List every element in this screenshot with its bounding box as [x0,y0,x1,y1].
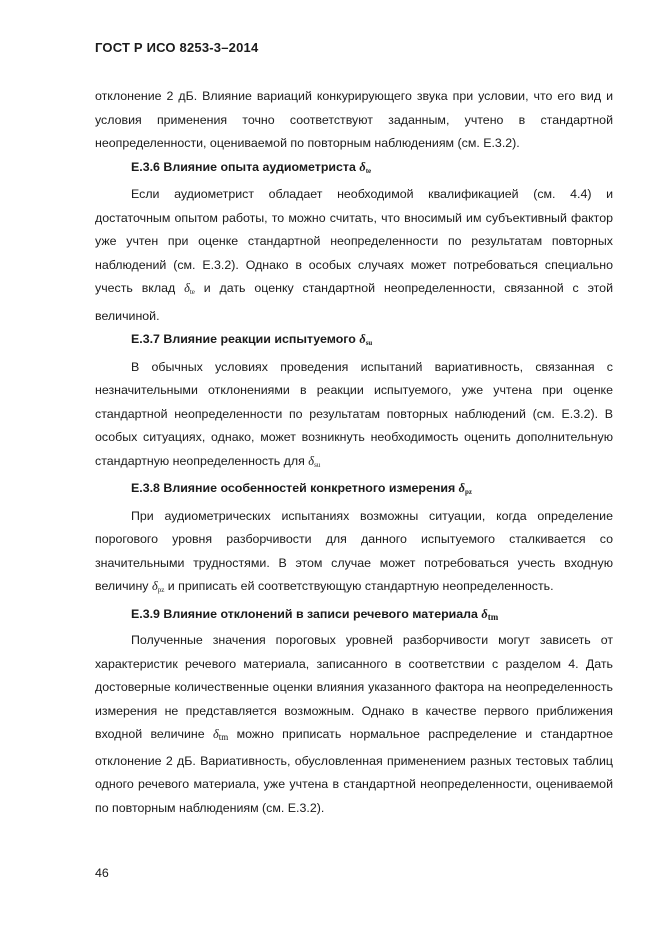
paragraph-e39: Полученные значения пороговых уровней разборчивости могут зависеть от характеристик речевого материала, записанного в соответствии с разделом 4. Дать достоверные количественные оценки влияния указанного фактора на неопределенность измерения не представляется возможным. Однако в качестве первого приближения входной величине $\delta_{tm}$ можно приписать нормальное распределение и стандартное отклонение 2 дБ. Вариативность, обусловленная применением разных тестовых таблиц одного речевого материала, уже учтена в стандартной неопределенности, оцениваемой по повторным наблюдениям (см. Е.3.2). [95,633,613,815]
section-heading-e37: Е.3.7 Влияние реакции испытуемого $\delta_{su}$ [131,332,373,347]
delta-pz-symbol: $\delta_{pz}$ [458,481,473,496]
delta-tm-symbol: $\delta_{tm}$ [212,727,229,742]
delta-su-symbol: $\delta_{su}$ [308,453,321,469]
delta-tm-symbol: $\delta_{tm}$ [481,606,499,622]
delta-te-symbol: $\delta_{te}$ [359,159,372,175]
section-heading-e38: Е.3.8 Влияние особенностей конкретного измерения $\delta_{pz}$ [131,481,473,496]
document-header: ГОСТ Р ИСО 8253-3–2014 [95,40,259,55]
paragraph-e36: Если аудиометрист обладает необходимой квалификацией (см. 4.4) и достаточным опытом работы, то можно считать, что вносимый им субъективный фактор уже учтен при оценке стандартной неопределенности по результатам повторных наблюдений (см. Е.3.2). Однако в особых случаях может потребоваться специально учесть вклад $\delta_{te}$ и дать оценку стандартной неопределенности, связанной с этой величиной. [95,187,613,323]
paragraph-e37: В обычных условиях проведения испытаний вариативность, связанная с незначительными отклонениями в реакции испытуемого, уже учтена при оценке стандартной неопределенности по результатам повторных наблюдений (см. Е.3.2). В особых ситуациях, однако, может возникнуть необходимость оценить дополнительную стандартную неопределенность для $\delta_{su}$ [95,359,613,469]
delta-pz-symbol: $\delta_{pz}$ [151,579,165,594]
delta-su-symbol: $\delta_{su}$ [359,332,373,347]
section-heading-e36: Е.3.6 Влияние опыта аудиометриста $\delta_{te}$ [131,159,372,175]
delta-te-symbol: $\delta_{te}$ [184,281,195,296]
paragraph-e38: При аудиометрических испытаниях возможны ситуации, когда определение порогового уровня разборчивости для данного испытуемого сталкивается со значительными трудностями. В этом случае может потребоваться учесть входную величину $\delta_{pz}$ и приписать ей соответствующую стандартную неопределенность. [95,508,613,594]
section-heading-e39: Е.3.9 Влияние отклонений в записи речевого материала $\delta_{tm}$ [131,606,499,622]
paragraph-continuation: отклонение 2 дБ. Влияние вариаций конкурирующего звука при условии, что его вид и условия применения точно соответствуют заданным, учтено в стандартной неопределенности, оцениваемой по повторным наблюдениям (см. Е.3.2). [95,89,613,150]
page-content [95,85,613,820]
page-number: 46 [95,866,109,880]
